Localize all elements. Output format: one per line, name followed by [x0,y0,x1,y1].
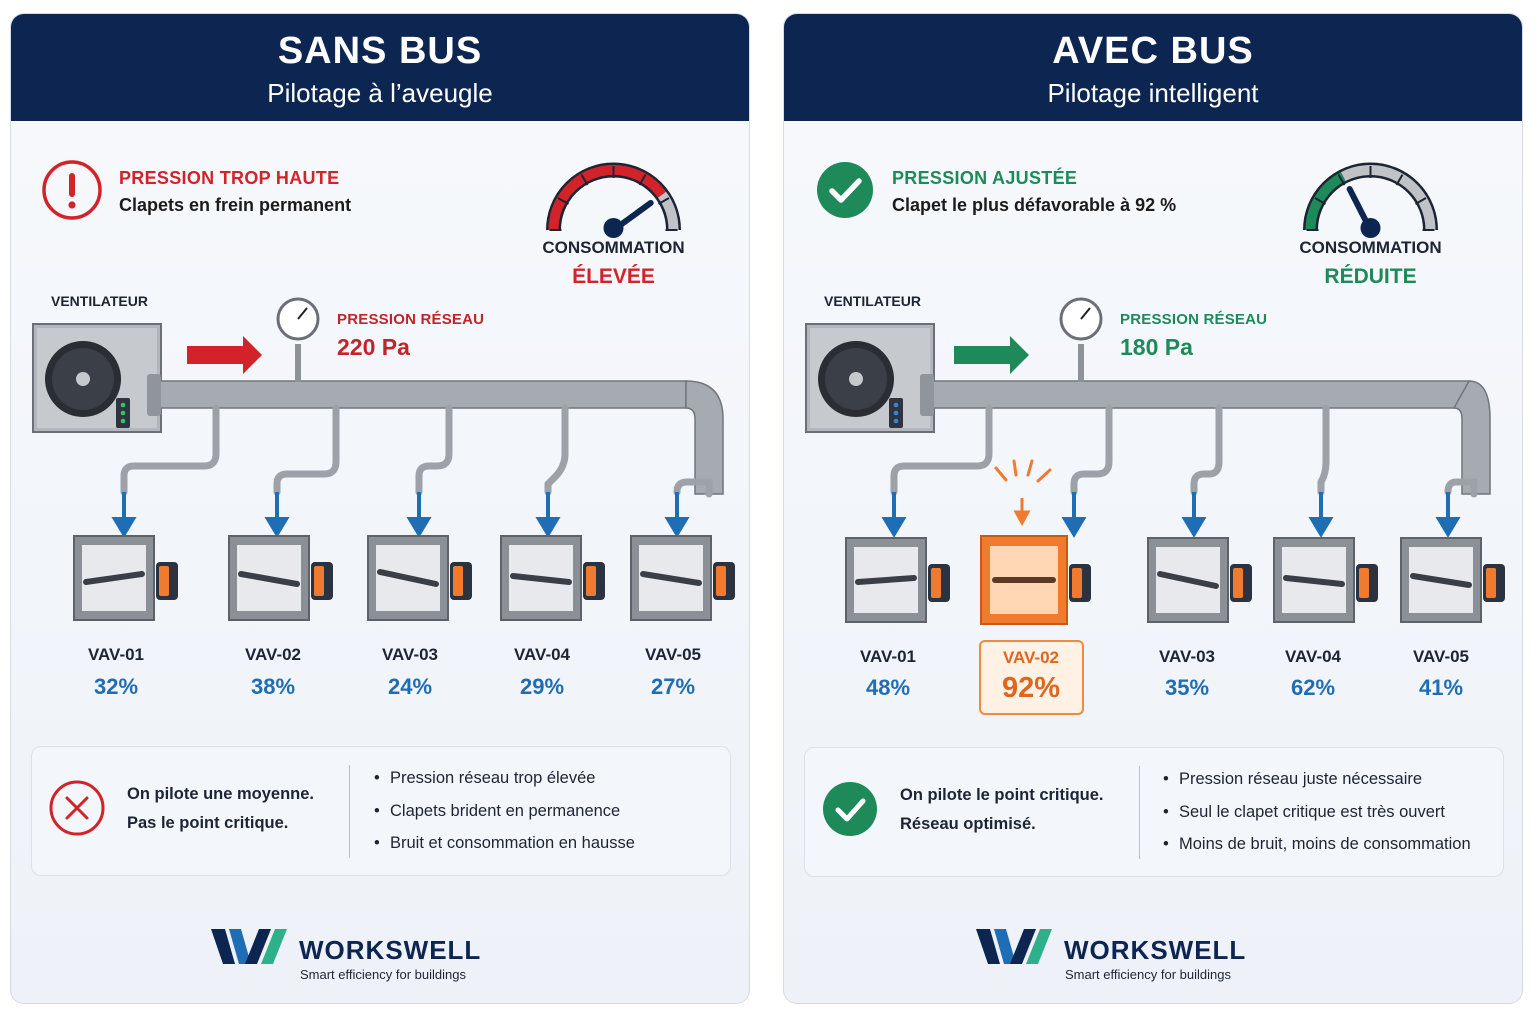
vav-box-05 [631,536,735,620]
workswell-logo-icon [211,926,287,970]
manometer [278,299,318,382]
summary-bullets [1163,770,1471,868]
vav-box-05 [1401,538,1505,622]
vav-opening: 38% [250,674,296,699]
main-duct [147,374,723,494]
summary-box [31,746,731,876]
duct-network-diagram [784,294,1523,644]
panel-title: SANS BUS [277,30,483,72]
manometer [1061,299,1101,382]
bullet-item: • Pression réseau juste nécessaire [1163,770,1471,803]
bullet-item: • Moins de bruit, moins de consommation [1163,835,1471,868]
check-circle-icon [814,159,876,221]
vav-box-01 [846,538,950,622]
summary-line: On pilote le point critique. [900,786,1104,804]
vav-opening: 29% [519,674,565,699]
vav-name: VAV-01 [87,645,145,664]
gauge-hub [604,218,624,238]
summary-line: Pas le point critique. [127,814,289,832]
summary-box [804,747,1504,877]
pressure-value: 180 Pa [1120,334,1193,360]
fan-label: VENTILATEUR [824,293,921,309]
branch-ducts [124,408,709,494]
panel-header [11,14,749,121]
status-label: PRESSION TROP HAUTE [119,168,340,188]
vav-opening: 41% [1418,675,1464,700]
vav-opening: 27% [650,674,696,699]
brand-tagline: Smart efficiency for buildings [300,967,466,982]
exclamation-circle-icon [41,159,103,221]
bullet-item: • Bruit et consommation en hausse [374,834,635,867]
panel-title: AVEC BUS [1052,30,1254,72]
bullet-item: • Pression réseau trop élevée [374,769,635,802]
panel-subtitle: Pilotage à l’aveugle [267,78,493,108]
status-description: Clapet le plus défavorable à 92 % [892,195,1177,215]
vav-name: VAV-05 [644,645,702,664]
gauge-arc [1311,177,1344,230]
vav-box-03 [368,536,472,620]
workswell-logo-icon [976,926,1052,970]
vav-box-04 [1274,538,1378,622]
brand-name: WORKSWELL [299,935,482,965]
vav-name: VAV-04 [1284,647,1342,666]
consumption-value: RÉDUITE [1324,265,1417,288]
vav-name: VAV-02 [1002,648,1060,667]
panel-subtitle: Pilotage intelligent [1047,78,1259,108]
fan-unit [33,324,161,432]
airflow-arrow-icon [954,336,1029,374]
branch-ducts [894,408,1474,494]
gauge-hub [1361,218,1381,238]
bullet-item: • Clapets brident en permanence [374,802,635,835]
branch-arrows [115,492,686,534]
x-circle-icon [48,779,106,837]
panel-avec-bus [783,13,1523,1004]
fan-unit [806,324,934,432]
vav-box-02 [229,536,333,620]
vav-name: VAV-01 [859,647,917,666]
pressure-value: 220 Pa [337,334,410,360]
workswell-logo [211,924,511,994]
vav-name: VAV-02 [244,645,302,664]
consumption-label: CONSOMMATION [1299,238,1442,257]
vav-name: VAV-04 [513,645,571,664]
brand-tagline: Smart efficiency for buildings [1065,967,1231,982]
vav-opening: 92% [1001,672,1061,704]
divider [1139,766,1140,859]
vav-opening: 62% [1290,675,1336,700]
status-description: Clapets en frein permanent [119,195,352,215]
vav-name: VAV-03 [381,645,439,664]
panel-header [784,14,1522,121]
vav-name: VAV-03 [1158,647,1216,666]
summary-line: Réseau optimisé. [900,815,1036,833]
vav-opening: 24% [387,674,433,699]
duct-network-diagram [11,294,750,644]
vav-opening: 32% [93,674,139,699]
divider [349,765,350,858]
vav-box-03 [1148,538,1252,622]
airflow-arrow-icon [187,336,262,374]
check-circle-icon [821,780,879,838]
consumption-value: ÉLEVÉE [572,265,655,288]
vav-opening: 48% [865,675,911,700]
summary-bullets [374,769,635,867]
vav-name: VAV-05 [1412,647,1470,666]
vav-box-02-critical [981,536,1091,624]
brand-name: WORKSWELL [1064,935,1247,965]
branch-arrows [885,492,1457,534]
status-label: PRESSION AJUSTÉE [892,168,1078,188]
vav-opening: 35% [1164,675,1210,700]
pressure-label: PRESSION RÉSEAU [337,311,485,328]
pressure-label: PRESSION RÉSEAU [1120,311,1268,328]
bullet-item: • Seul le clapet critique est très ouvert [1163,803,1471,836]
critical-alert-icon [996,461,1050,523]
fan-label: VENTILATEUR [51,293,148,309]
consumption-gauge [541,146,686,242]
summary-line: On pilote une moyenne. [127,785,315,803]
vav-box-04 [501,536,605,620]
workswell-logo [976,924,1276,994]
consumption-gauge [1298,146,1443,242]
vav-box-01 [74,536,178,620]
panel-sans-bus [10,13,750,1004]
consumption-label: CONSOMMATION [542,238,685,257]
